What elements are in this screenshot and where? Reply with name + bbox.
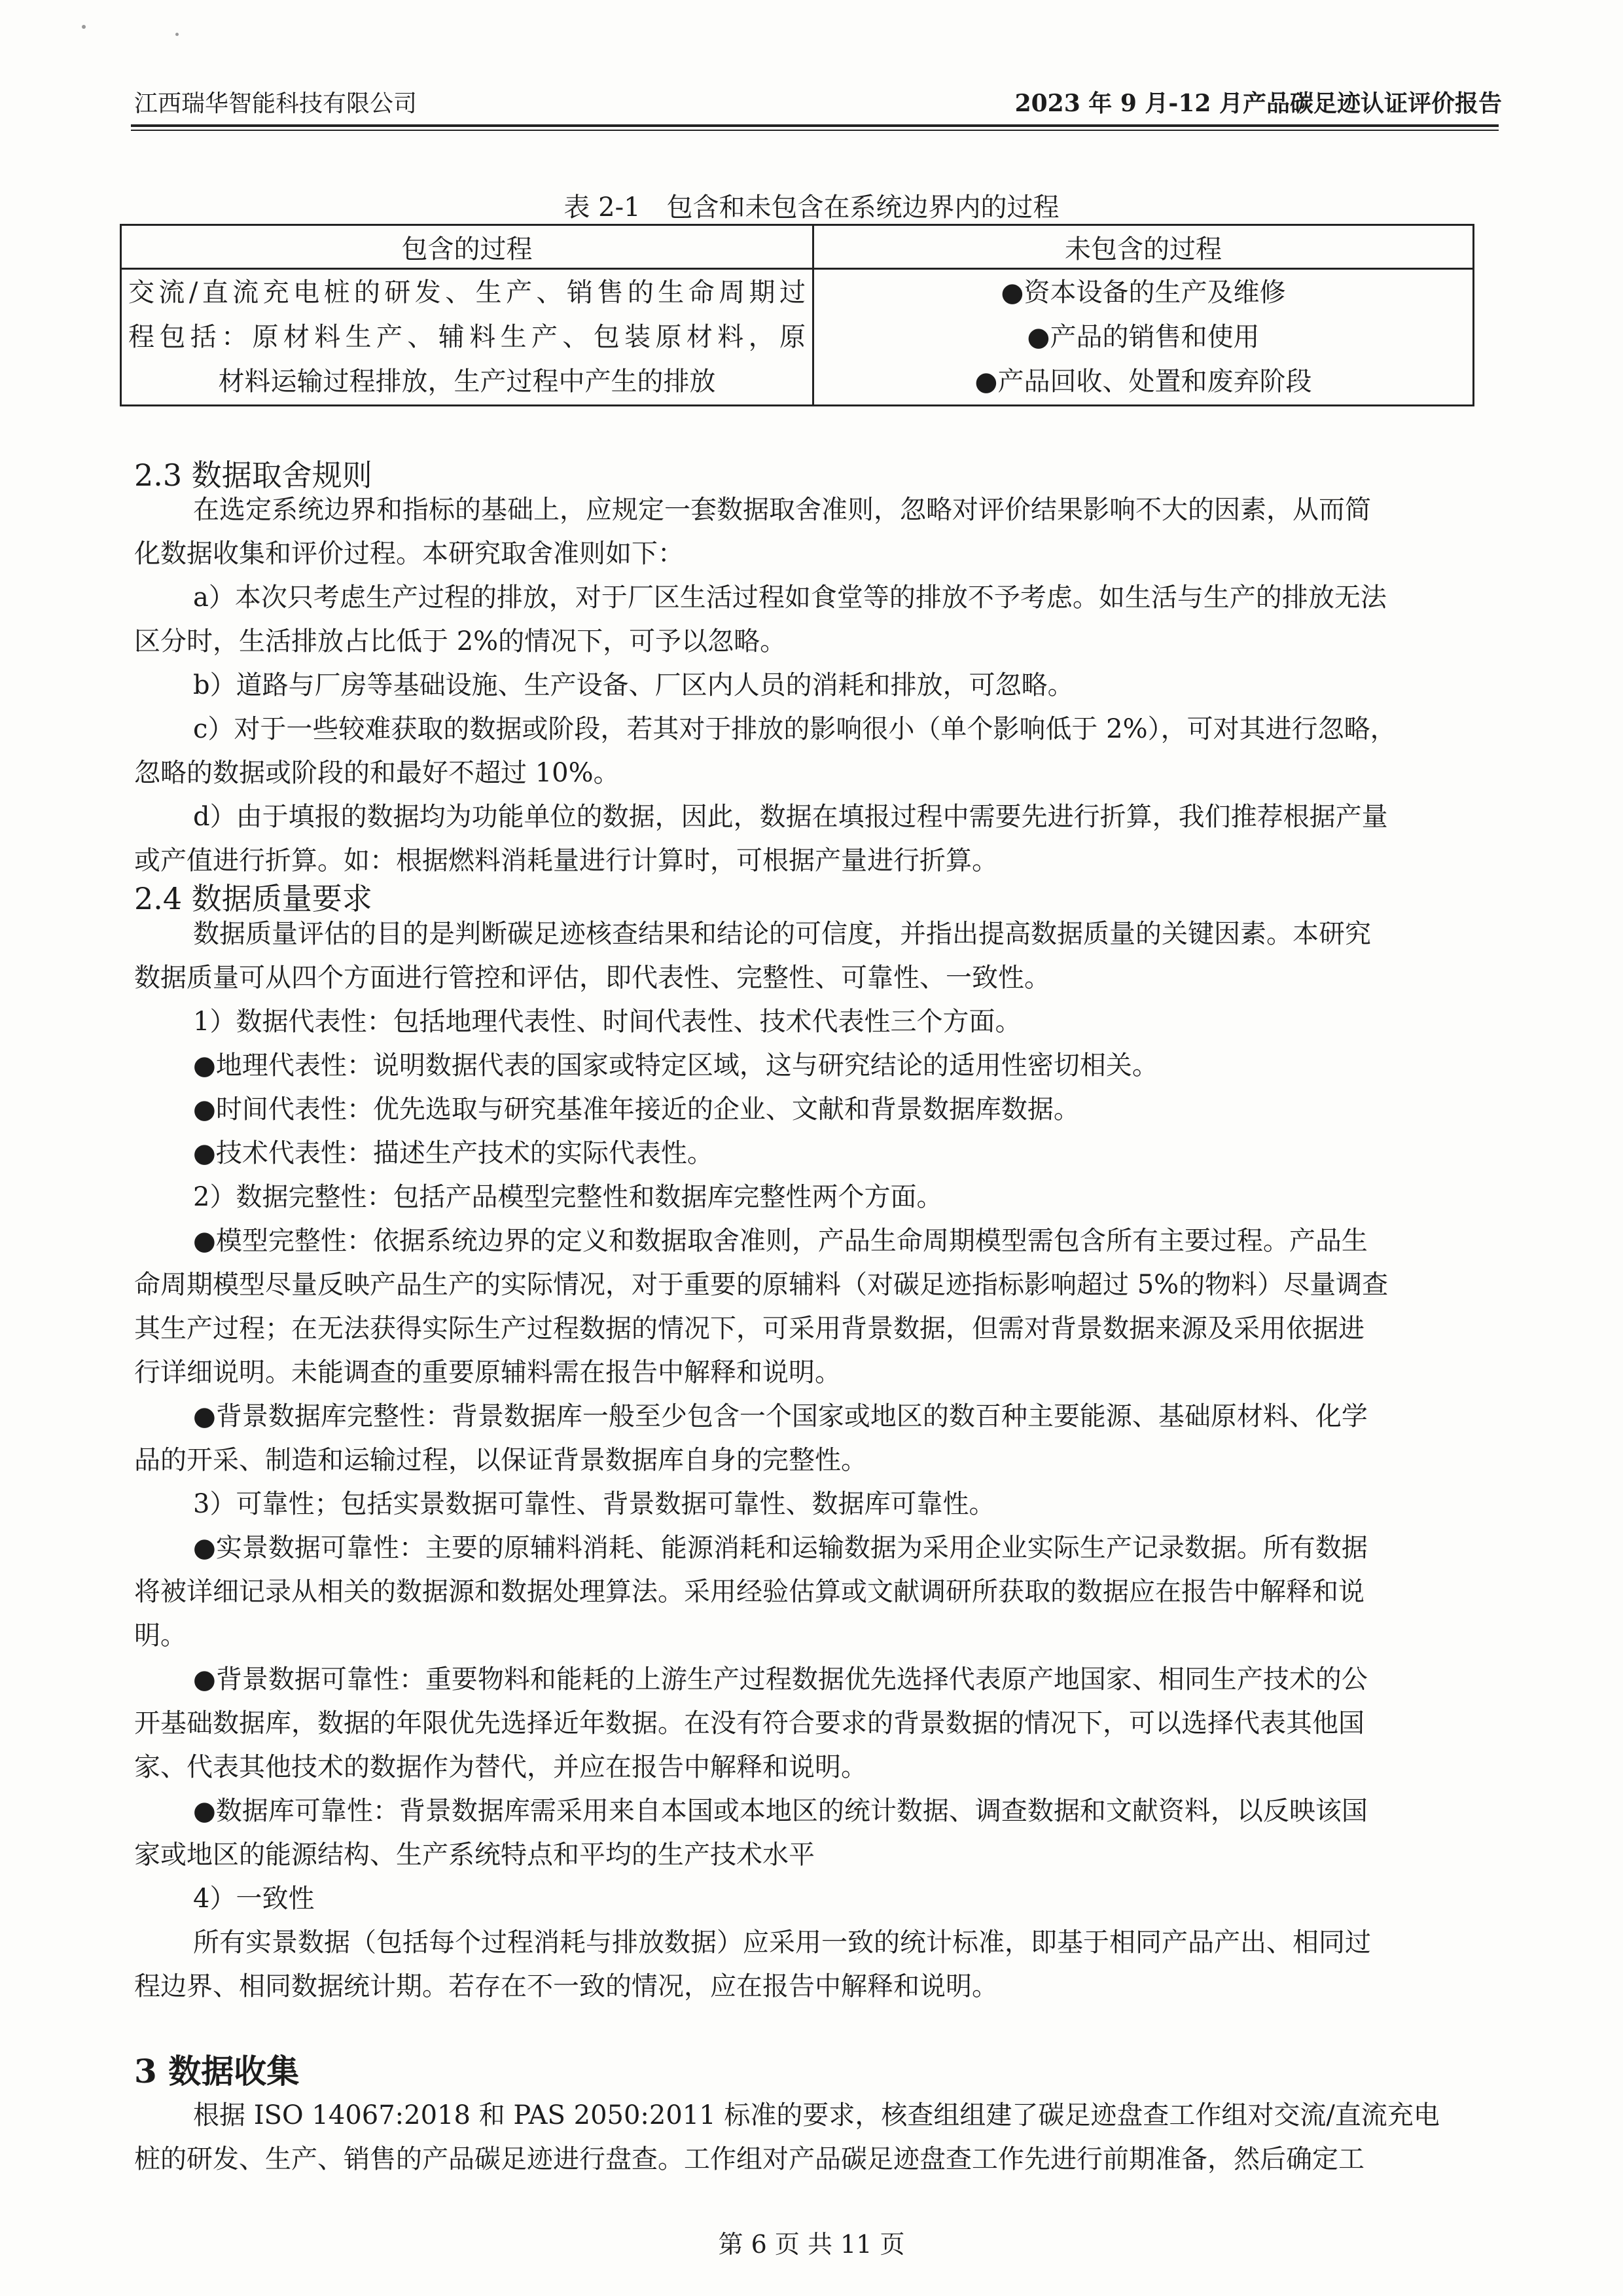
paragraph-line: 家或地区的能源结构、生产系统特点和平均的生产技术水平 <box>134 1840 815 1870</box>
process-table <box>120 224 1474 406</box>
bullet-line: ●数据库可靠性：背景数据库需采用来自本国或本地区的统计数据、调查数据和文献资料，以反映该国 <box>193 1796 1368 1826</box>
page-header <box>134 85 1502 124</box>
included-line: 程包括：原材料生产、辅料生产、包装原材料，原 <box>128 322 806 352</box>
paragraph-line: 数据质量可从四个方面进行管控和评估，即代表性、完整性、可靠性、一致性。 <box>134 963 1050 993</box>
paragraph-line: 家、代表其他技术的数据作为替代，并应在报告中解释和说明。 <box>134 1752 867 1782</box>
bullet-line: ●实景数据可靠性：主要的原辅料消耗、能源消耗和运输数据为采用企业实际生产记录数据。所有数据 <box>193 1533 1368 1563</box>
item-heading: 1）数据代表性：包括地理代表性、时间代表性、技术代表性三个方面。 <box>193 1007 1022 1037</box>
excluded-item: ●产品的销售和使用 <box>1027 322 1260 352</box>
rule-d-line: 或产值进行折算。如：根据燃料消耗量进行计算时，可根据产量进行折算。 <box>134 846 998 876</box>
paragraph-line: 在选定系统边界和指标的基础上，应规定一套数据取舍准则，忽略对评价结果影响不大的因素，从而简 <box>193 495 1371 525</box>
included-line: 交流/直流充电桩的研发、生产、销售的生命周期过 <box>128 278 806 308</box>
rule-c-line: c）对于一些较难获取的数据或阶段，若其对于排放的影响很小（单个影响低于 2%），可对其进行忽略， <box>193 714 1397 744</box>
header-rule-thin <box>131 130 1499 131</box>
bullet-line: ●技术代表性：描述生产技术的实际代表性。 <box>193 1138 713 1168</box>
bullet-line: ●背景数据可靠性：重要物料和能耗的上游生产过程数据优先选择代表原产地国家、相同生产技术的公 <box>193 1664 1368 1695</box>
table-header-row <box>121 225 1474 269</box>
table-row <box>121 269 1474 406</box>
header-company: 江西瑞华智能科技有限公司 <box>134 90 418 117</box>
excluded-cell <box>813 269 1474 406</box>
rule-a-line: 区分时，生活排放占比低于 2%的情况下，可予以忽略。 <box>134 626 787 656</box>
paragraph-line: 品的开采、制造和运输过程，以保证背景数据库自身的完整性。 <box>134 1445 867 1475</box>
bullet-line: ●背景数据库完整性：背景数据库一般至少包含一个国家或地区的数百种主要能源、基础原材料、化学 <box>193 1401 1368 1431</box>
item-heading: 3）可靠性；包括实景数据可靠性、背景数据可靠性、数据库可靠性。 <box>193 1489 995 1519</box>
bullet-line: ●时间代表性：优先选取与研究基准年接近的企业、文献和背景数据库数据。 <box>193 1094 1080 1124</box>
paragraph-line: 将被详细记录从相关的数据源和数据处理算法。采用经验估算或文献调研所获取的数据应在报告中解释和说 <box>134 1577 1364 1607</box>
paragraph-line: 数据质量评估的目的是判断碳足迹核查结果和结论的可信度，并指出提高数据质量的关键因素。本研究 <box>193 919 1371 949</box>
rule-d-line: d）由于填报的数据均为功能单位的数据，因此，数据在填报过程中需要先进行折算，我们推荐根据产量 <box>193 802 1388 832</box>
paragraph-line: 桩的研发、生产、销售的产品碳足迹进行盘查。工作组对产品碳足迹盘查工作先进行前期准备，然后确定工 <box>134 2144 1364 2174</box>
paragraph-line: 行详细说明。未能调查的重要原辅料需在报告中解释和说明。 <box>134 1357 841 1388</box>
item-heading: 2）数据完整性：包括产品模型完整性和数据库完整性两个方面。 <box>193 1182 943 1212</box>
table-caption: 表 2-1 包含和未包含在系统边界内的过程 <box>563 192 1060 223</box>
bullet-line: ●地理代表性：说明数据代表的国家或特定区域，这与研究结论的适用性密切相关。 <box>193 1050 1158 1081</box>
paragraph-line: 明。 <box>134 1621 187 1651</box>
paragraph-line: 化数据收集和评价过程。本研究取舍准则如下： <box>134 539 684 569</box>
scan-speck <box>82 25 86 29</box>
paragraph-line: 其生产过程；在无法获得实际生产过程数据的情况下，可采用背景数据，但需对背景数据来源及采用依据进 <box>134 1314 1364 1344</box>
paragraph-line: 根据 ISO 14067:2018 和 PAS 2050:2011 标准的要求，核查组组建了碳足迹盘查工作组对交流/直流充电 <box>193 2100 1440 2130</box>
col-excluded-header: 未包含的过程 <box>813 225 1474 269</box>
rule-a-line: a）本次只考虑生产过程的排放，对于厂区生活过程如食堂等的排放不予考虑。如生活与生产的排放无法 <box>193 583 1387 613</box>
paragraph-line: 程边界、相同数据统计期。若存在不一致的情况，应在报告中解释和说明。 <box>134 1971 998 2001</box>
scan-speck <box>175 33 179 36</box>
bullet-line: ●模型完整性：依据系统边界的定义和数据取舍准则，产品生命周期模型需包含所有主要过程。产品生 <box>193 1226 1368 1256</box>
section-heading-2-3: 2.3 数据取舍规则 <box>134 457 372 493</box>
col-included-header: 包含的过程 <box>121 225 813 269</box>
page-number: 第 6 页 共 11 页 <box>718 2230 905 2259</box>
header-report-title: 2023 年 9 月-12 月产品碳足迹认证评价报告 <box>1014 90 1502 117</box>
included-cell <box>121 269 813 406</box>
rule-c-line: 忽略的数据或阶段的和最好不超过 10%。 <box>134 758 620 788</box>
section-heading-2-4: 2.4 数据质量要求 <box>134 881 372 916</box>
header-rule <box>131 124 1499 127</box>
included-line: 材料运输过程排放，生产过程中产生的排放 <box>218 367 716 397</box>
excluded-item: ●资本设备的生产及维修 <box>1001 278 1286 308</box>
rule-b-line: b）道路与厂房等基础设施、生产设备、厂区内人员的消耗和排放，可忽略。 <box>193 670 1074 700</box>
excluded-item: ●产品回收、处置和废弃阶段 <box>974 367 1312 397</box>
item-heading: 4）一致性 <box>193 1884 315 1914</box>
paragraph-line: 所有实景数据（包括每个过程消耗与排放数据）应采用一致的统计标准，即基于相同产品产出、相同过 <box>193 1928 1371 1958</box>
section-heading-3: 3 数据收集 <box>134 2052 300 2090</box>
paragraph-line: 命周期模型尽量反映产品生产的实际情况，对于重要的原辅料（对碳足迹指标影响超过 5%的物料）尽量调查 <box>134 1270 1389 1300</box>
paragraph-line: 开基础数据库，数据的年限优先选择近年数据。在没有符合要求的背景数据的情况下，可以选择代表其他国 <box>134 1708 1364 1738</box>
